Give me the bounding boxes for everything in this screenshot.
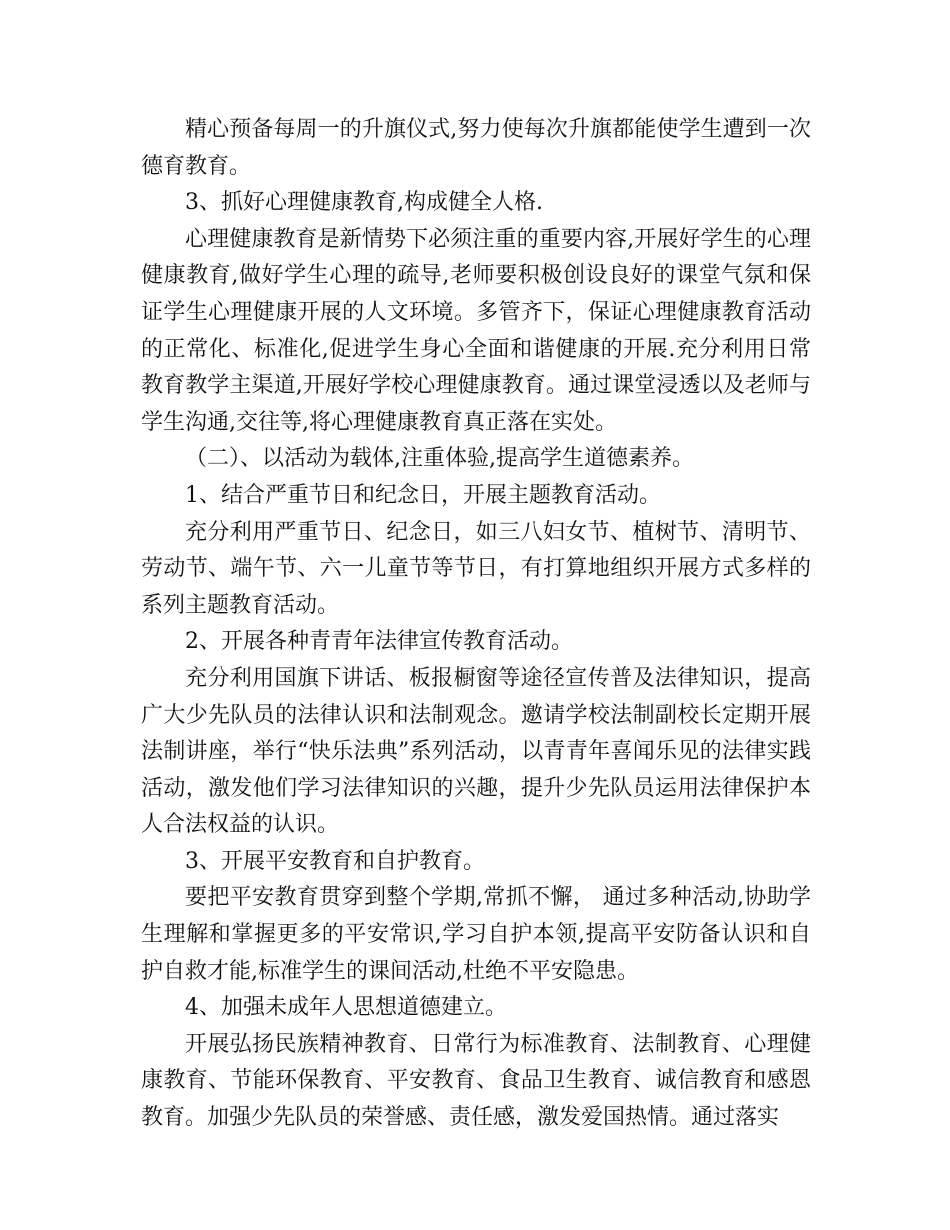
paragraph-moral-construction: 开展弘扬民族精神教育、日常行为标准教育、法制教育、心理健康教育、节能环保教育、平安教育、食品卫生教育、诚信教育和感恩教育。加强少先队员的荣誉感、责任感，激发爱国热情。通过落实 [141, 1031, 811, 1131]
paragraph-safety-education: 要把平安教育贯穿到整个学期,常抓不懈， 通过多种活动,协助学生理解和掌握更多的平安常识,学习自护本领,提高平安防备认识和自护自救才能,标准学生的课间活动,杜绝不平安隐患。 [141, 885, 811, 984]
heading-safety-education: 3、开展平安教育和自护教育。 [185, 848, 485, 874]
paragraph-law-education: 充分利用国旗下讲话、板报橱窗等途径宣传普及法律知识，提高广大少先队员的法律认识和法制观念。邀请学校法制副校长定期开展法制讲座，举行“快乐法典”系列活动，以青青年喜闻乐见的法律实践活动，激发他们学习法律知识的兴趣，提升少先队员运用法律保护本人合法权益的认识。 [141, 665, 811, 838]
paragraph-festivals: 充分利用严重节日、纪念日，如三八妇女节、植树节、清明节、劳动节、端午节、六一儿童节等节日，有打算地组织开展方式多样的系列主题教育活动。 [141, 519, 811, 618]
heading-moral-construction: 4、加强未成年人思想道德建立。 [185, 995, 507, 1021]
paragraph-flag-raising: 精心预备每周一的升旗仪式,努力使每次升旗都能使学生遭到一次德育教育。 [141, 117, 811, 179]
document-body [141, 112, 811, 1137]
heading-festivals: 1、结合严重节日和纪念日，开展主题教育活动。 [185, 482, 661, 508]
heading-law-education: 2、开展各种青青年法律宣传教育活动。 [185, 629, 573, 655]
section-heading-activities: （二）、以活动为载体,注重体验,提高学生道德素养。 [185, 446, 694, 472]
heading-mental-health: 3、抓好心理健康教育,构成健全人格. [185, 190, 543, 216]
paragraph-mental-health: 心理健康教育是新情势下必须注重的重要内容,开展好学生的心理健康教育,做好学生心理的疏导,老师要积极创设良好的课堂气氛和保证学生心理健康开展的人文环境。多管齐下，保证心理健康教育活动的正常化、标准化,促进学生身心全面和谐健康的开展.充分利用日常教育教学主渠道,开展好学校心理健康教育。通过课堂浸透以及老师与学生沟通,交往等,将心理健康教育真正落在实处。 [141, 226, 811, 435]
